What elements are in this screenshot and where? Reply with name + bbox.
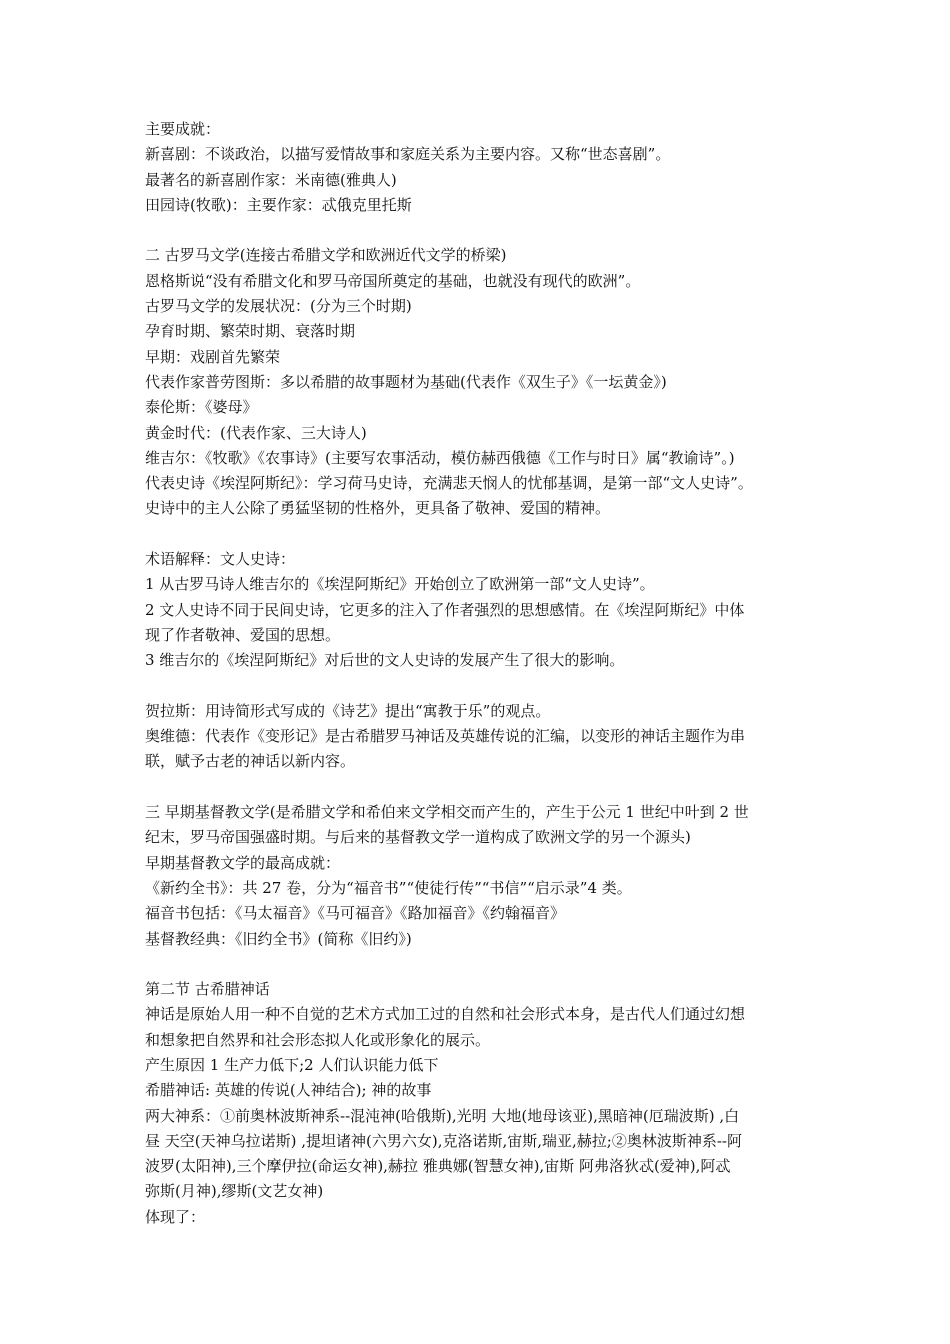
text-line: 体现了： (145, 1207, 206, 1226)
text-line: 纪末，罗马帝国强盛时期。与后来的基督教文学一道构成了欧洲文学的另一个源头) (145, 828, 691, 847)
text-line: 1 从古罗马诗人维吉尔的《埃涅阿斯纪》开始创立了欧洲第一部“文人史诗”。 (145, 575, 655, 594)
blank-line (145, 674, 810, 699)
text-line: 主要成就： (145, 120, 221, 138)
text-line: 昼 天空(天神乌拉诺斯) ,提坦诸神(六男六女),克洛诺斯,宙斯,瑞亚,赫拉;②奥林波斯神系--阿 (145, 1131, 742, 1150)
text-line: 古罗马文学的发展状况：(分为三个时期) (145, 297, 412, 316)
text-line: 希腊神话: 英雄的传说(人神结合); 神的故事 (145, 1081, 432, 1100)
text-line: 两大神系：①前奥林波斯神系--混沌神(哈俄斯),光明 大地(地母该亚),黑暗神(厄瑞波斯) ,白 (145, 1106, 740, 1125)
document-body (145, 117, 810, 1230)
text-line: 早期：戏剧首先繁荣 (145, 347, 281, 366)
blank-line (145, 522, 810, 547)
text-line: 田园诗(牧歌)：主要作家：忒俄克里托斯 (145, 195, 412, 214)
text-line: 恩格斯说“没有希腊文化和罗马帝国所奠定的基础，也就没有现代的欧洲”。 (145, 271, 641, 290)
text-line: 和想象把自然界和社会形态拟人化或形象化的展示。 (145, 1030, 491, 1049)
text-line: 奥维德：代表作《变形记》是古希腊罗马神话及英雄传说的汇编，以变形的神话主题作为串 (145, 727, 746, 746)
text-line: 三 早期基督教文学(是希腊文学和希伯来文学相交而产生的，产生于公元 1 世纪中叶到 2 世 (145, 803, 749, 822)
blank-line (145, 775, 810, 800)
text-line: 史诗中的主人公除了勇猛坚韧的性格外，更具备了敬神、爱国的精神。 (145, 499, 611, 518)
text-line: 《新约全书》：共 27 卷，分为“福音书”“使徒行传”“书信”“启示录”4 类。 (145, 878, 632, 897)
text-line: 代表史诗《埃涅阿斯纪》：学习荷马史诗，充满悲天悯人的忧郁基调，是第一部“文人史诗”。 (145, 474, 753, 493)
text-line: 波罗(太阳神),三个摩伊拉(命运女神),赫拉 雅典娜(智慧女神),宙斯 阿弗洛狄忒(爱神),阿忒 (145, 1157, 731, 1176)
text-line: 弥斯(月神),缪斯(文艺女神) (145, 1182, 324, 1201)
text-line: 3 维吉尔的《埃涅阿斯纪》对后世的文人史诗的发展产生了很大的影响。 (145, 651, 625, 670)
text-line: 早期基督教文学的最高成就： (145, 853, 341, 872)
text-line: 术语解释：文人史诗： (145, 550, 296, 569)
text-line: 联，赋予古老的神话以新内容。 (145, 752, 356, 771)
text-line: 产生原因 1 生产力低下;2 人们认识能力低下 (145, 1055, 439, 1074)
text-line: 基督教经典：《旧约全书》(简称《旧约》) (145, 929, 412, 948)
text-line: 二 古罗马文学(连接古希腊文学和欧洲近代文学的桥梁) (145, 246, 507, 265)
text-line: 最著名的新喜剧作家：米南德(雅典人) (145, 170, 397, 189)
blank-line (145, 218, 810, 243)
text-line: 维吉尔：《牧歌》《农事诗》(主要写农事活动，模仿赫西俄德《工作与时日》属“教谕诗”。) (145, 448, 735, 467)
text-line: 贺拉斯：用诗简形式写成的《诗艺》提出“寓教于乐”的观点。 (145, 701, 551, 720)
text-line: 孕育时期、繁荣时期、衰落时期 (145, 322, 356, 341)
text-line: 新喜剧：不谈政治，以描写爱情故事和家庭关系为主要内容。又称“世态喜剧”。 (145, 145, 671, 164)
text-line: 代表作家普劳图斯：多以希腊的故事题材为基础(代表作《双生子》《一坛黄金》) (145, 372, 667, 391)
text-line: 泰伦斯：《婆母》 (145, 398, 258, 417)
text-line: 现了作者敬神、爱国的思想。 (145, 625, 341, 644)
text-line: 黄金时代：(代表作家、三大诗人) (145, 423, 367, 442)
text-line: 2 文人史诗不同于民间史诗，它更多的注入了作者强烈的思想感情。在《埃涅阿斯纪》中体 (145, 600, 745, 619)
text-line: 第二节 古希腊神话 (145, 980, 270, 999)
blank-line (145, 952, 810, 977)
text-line: 福音书包括：《马太福音》《马可福音》《路加福音》《约翰福音》 (145, 904, 566, 923)
text-line: 神话是原始人用一种不自觉的艺术方式加工过的自然和社会形式本身，是古代人们通过幻想 (145, 1005, 746, 1024)
